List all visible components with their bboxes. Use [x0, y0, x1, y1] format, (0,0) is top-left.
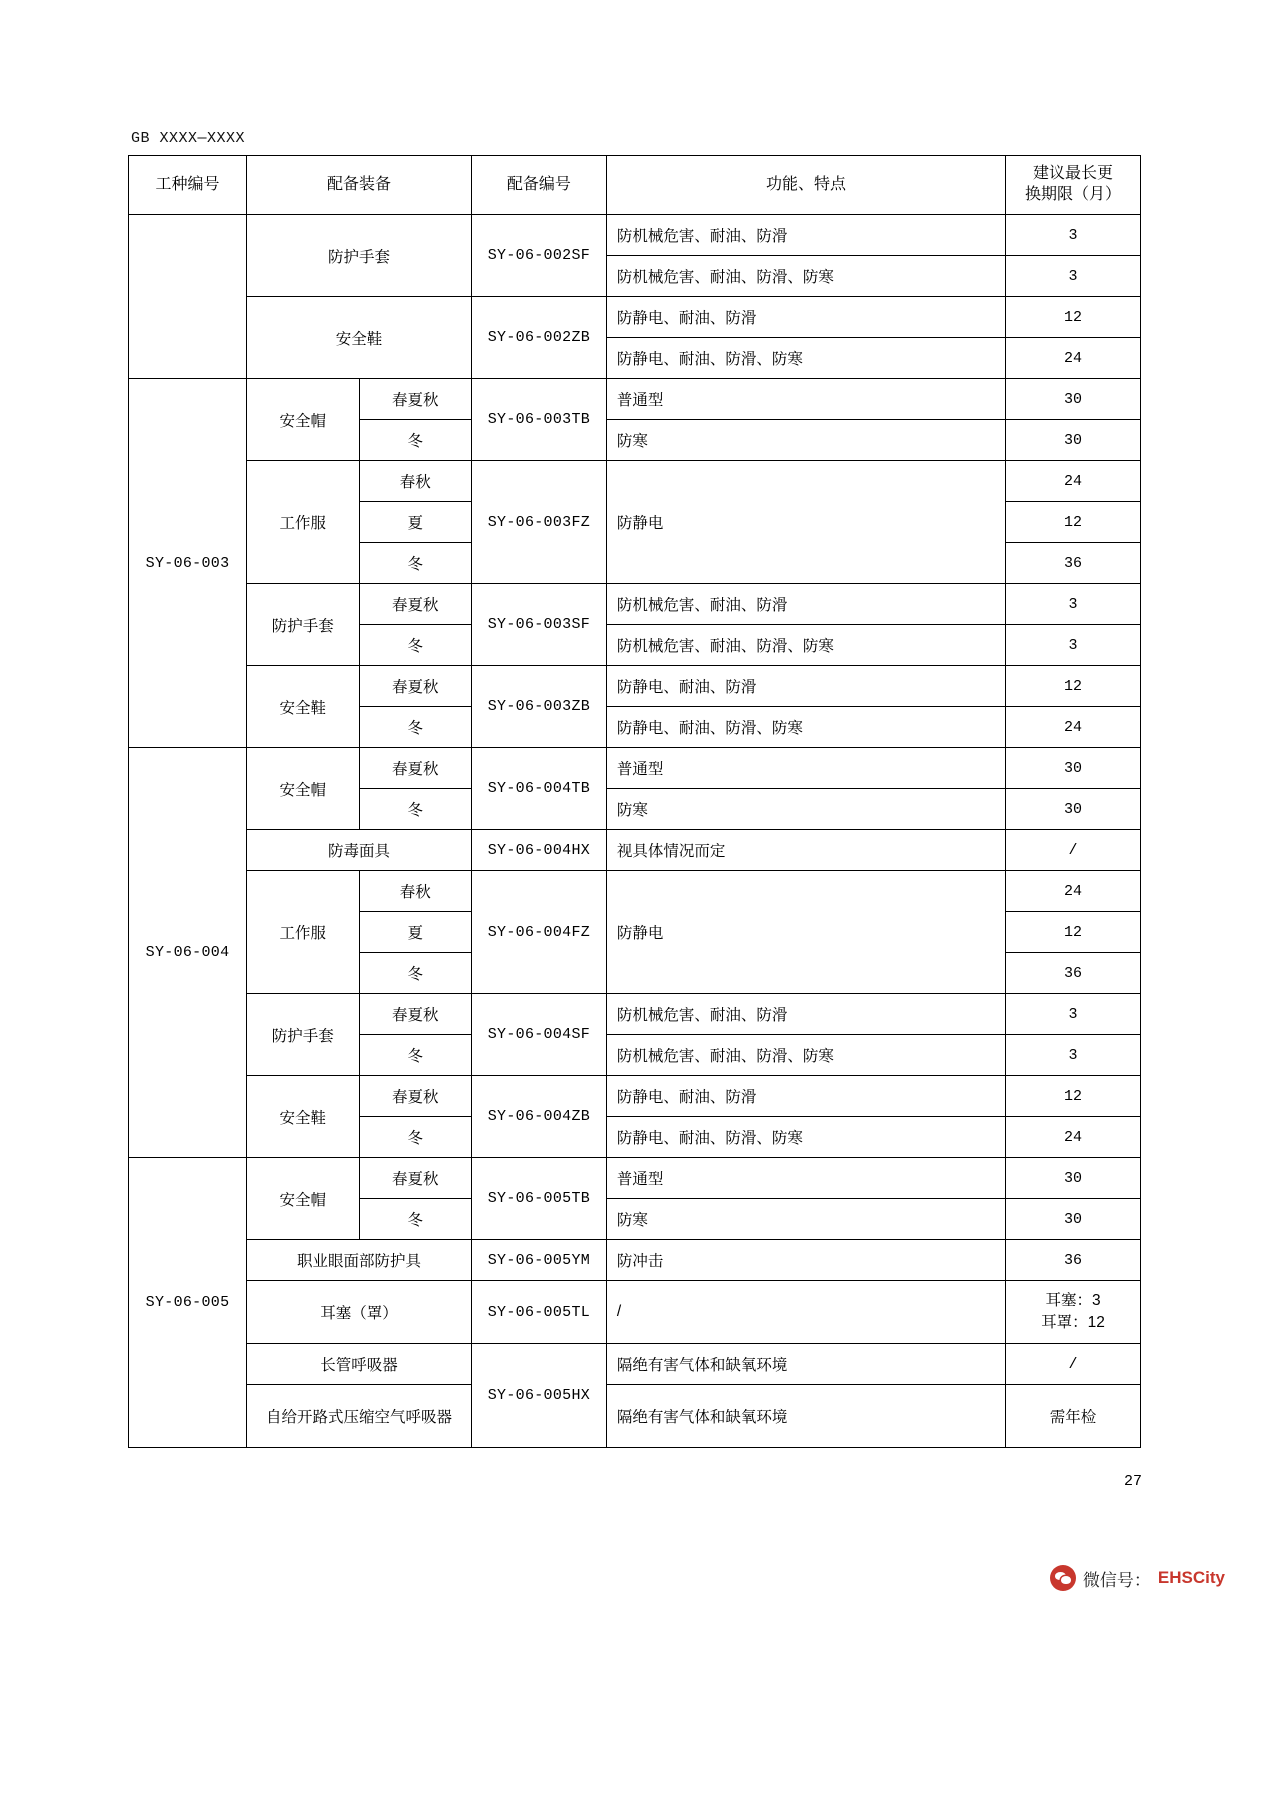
equipment-code: SY-06-005TL	[471, 1281, 606, 1344]
function-cell: 普通型	[606, 379, 1005, 420]
season-cell: 冬	[359, 1035, 471, 1076]
equipment-code: SY-06-005TB	[471, 1158, 606, 1240]
season-cell: 春夏秋	[359, 1158, 471, 1199]
equipment-code: SY-06-004FZ	[471, 871, 606, 994]
table-header-row	[129, 156, 1141, 215]
table-row	[129, 297, 1141, 338]
function-cell: 防机械危害、耐油、防滑	[606, 215, 1005, 256]
season-cell: 冬	[359, 420, 471, 461]
equipment-code: SY-06-004ZB	[471, 1076, 606, 1158]
equipment-name: 安全帽	[247, 748, 359, 830]
table-row	[129, 830, 1141, 871]
season-cell: 冬	[359, 953, 471, 994]
equipment-name: 防护手套	[247, 215, 472, 297]
period-cell: 3	[1006, 994, 1141, 1035]
function-cell: 普通型	[606, 1158, 1005, 1199]
wechat-watermark	[1050, 1565, 1225, 1591]
period-cell: 36	[1006, 953, 1141, 994]
function-cell: 防寒	[606, 789, 1005, 830]
function-cell: 防冲击	[606, 1240, 1005, 1281]
period-cell: 24	[1006, 707, 1141, 748]
function-cell: 防寒	[606, 420, 1005, 461]
table-row	[129, 1385, 1141, 1448]
period-cell: 30	[1006, 789, 1141, 830]
equipment-name: 防护手套	[247, 584, 359, 666]
function-cell: 防静电、耐油、防滑、防寒	[606, 1117, 1005, 1158]
season-cell: 春夏秋	[359, 748, 471, 789]
table-row	[129, 994, 1141, 1035]
season-cell: 春夏秋	[359, 584, 471, 625]
function-cell: 防静电、耐油、防滑、防寒	[606, 707, 1005, 748]
equipment-name: 防护手套	[247, 994, 359, 1076]
period-cell: /	[1006, 1344, 1141, 1385]
season-cell: 冬	[359, 543, 471, 584]
table-row	[129, 871, 1141, 912]
header-replace-period-line1: 建议最长更	[1033, 165, 1114, 183]
equipment-name: 安全帽	[247, 1158, 359, 1240]
season-cell: 夏	[359, 912, 471, 953]
season-cell: 春秋	[359, 461, 471, 502]
season-cell: 冬	[359, 1199, 471, 1240]
period-cell: 30	[1006, 379, 1141, 420]
table-row	[129, 584, 1141, 625]
function-cell: 防静电、耐油、防滑	[606, 666, 1005, 707]
equipment-name: 职业眼面部防护具	[247, 1240, 472, 1281]
period-cell: 12	[1006, 666, 1141, 707]
job-code-cell: SY-06-004	[129, 748, 247, 1158]
period-cell: 12	[1006, 297, 1141, 338]
period-cell: 30	[1006, 420, 1141, 461]
period-cell: 36	[1006, 543, 1141, 584]
season-cell: 春夏秋	[359, 379, 471, 420]
table-row	[129, 379, 1141, 420]
season-cell: 冬	[359, 707, 471, 748]
equipment-name: 防毒面具	[247, 830, 472, 871]
function-cell: 防机械危害、耐油、防滑、防寒	[606, 256, 1005, 297]
function-cell: 防静电	[606, 871, 1005, 994]
period-cell: 需年检	[1006, 1385, 1141, 1448]
period-cell: 24	[1006, 871, 1141, 912]
wechat-brand: EHSCity	[1157, 1568, 1225, 1587]
period-cell: 24	[1006, 338, 1141, 379]
header-function: 功能、特点	[606, 156, 1005, 215]
header-equipment-code: 配备编号	[471, 156, 606, 215]
season-cell: 夏	[359, 502, 471, 543]
equipment-code: SY-06-005HX	[471, 1344, 606, 1448]
function-cell: 视具体情况而定	[606, 830, 1005, 871]
function-cell: 防机械危害、耐油、防滑、防寒	[606, 1035, 1005, 1076]
function-cell: 防静电、耐油、防滑	[606, 1076, 1005, 1117]
function-cell: 防静电	[606, 461, 1005, 584]
equipment-name: 安全鞋	[247, 297, 472, 379]
table-row	[129, 1240, 1141, 1281]
table-row	[129, 666, 1141, 707]
job-code-cell: SY-06-003	[129, 379, 247, 748]
header-replace-period	[1006, 156, 1141, 215]
period-earplug: 耳塞：3	[1045, 1291, 1101, 1309]
function-cell: 防机械危害、耐油、防滑、防寒	[606, 625, 1005, 666]
table-row	[129, 1281, 1141, 1344]
equipment-name: 安全帽	[247, 379, 359, 461]
equipment-name: 长管呼吸器	[247, 1344, 472, 1385]
period-cell: 3	[1006, 584, 1141, 625]
equipment-code: SY-06-003ZB	[471, 666, 606, 748]
period-cell: 30	[1006, 1199, 1141, 1240]
season-cell: 春夏秋	[359, 666, 471, 707]
function-cell: 防机械危害、耐油、防滑	[606, 584, 1005, 625]
period-cell: 3	[1006, 256, 1141, 297]
period-cell: 30	[1006, 748, 1141, 789]
equipment-code: SY-06-002SF	[471, 215, 606, 297]
job-code-cell	[129, 215, 247, 379]
equipment-code: SY-06-004SF	[471, 994, 606, 1076]
period-cell: 12	[1006, 502, 1141, 543]
equipment-code: SY-06-003FZ	[471, 461, 606, 584]
period-cell: 24	[1006, 1117, 1141, 1158]
function-cell: 普通型	[606, 748, 1005, 789]
equipment-code: SY-06-003SF	[471, 584, 606, 666]
function-cell: 隔绝有害气体和缺氧环境	[606, 1385, 1005, 1448]
ppe-allocation-table	[128, 155, 1141, 1448]
table-row	[129, 1076, 1141, 1117]
table-row	[129, 461, 1141, 502]
season-cell: 冬	[359, 625, 471, 666]
equipment-code: SY-06-002ZB	[471, 297, 606, 379]
period-earmuff: 耳罩：12	[1041, 1314, 1105, 1331]
period-cell: 30	[1006, 1158, 1141, 1199]
wechat-label: 微信号：	[1082, 1570, 1151, 1590]
equipment-code: SY-06-005YM	[471, 1240, 606, 1281]
wechat-icon	[1050, 1565, 1076, 1591]
function-cell: 防寒	[606, 1199, 1005, 1240]
function-cell: /	[606, 1281, 1005, 1344]
function-cell: 防静电、耐油、防滑、防寒	[606, 338, 1005, 379]
season-cell: 春夏秋	[359, 1076, 471, 1117]
table-row	[129, 1158, 1141, 1199]
period-cell: /	[1006, 830, 1141, 871]
table-row	[129, 1344, 1141, 1385]
page-number: 27	[1123, 1473, 1142, 1490]
period-cell: 24	[1006, 461, 1141, 502]
equipment-code: SY-06-004TB	[471, 748, 606, 830]
period-cell: 12	[1006, 1076, 1141, 1117]
equipment-name: 工作服	[247, 461, 359, 584]
job-code-cell: SY-06-005	[129, 1158, 247, 1448]
equipment-code: SY-06-004HX	[471, 830, 606, 871]
equipment-name: 自给开路式压缩空气呼吸器	[247, 1385, 472, 1448]
table-row	[129, 215, 1141, 256]
equipment-name: 安全鞋	[247, 1076, 359, 1158]
season-cell: 冬	[359, 1117, 471, 1158]
period-cell: 3	[1006, 215, 1141, 256]
period-cell: 3	[1006, 625, 1141, 666]
header-job-code: 工种编号	[129, 156, 247, 215]
period-cell: 3	[1006, 1035, 1141, 1076]
season-cell: 春夏秋	[359, 994, 471, 1035]
equipment-name: 耳塞（罩）	[247, 1281, 472, 1344]
period-cell: 12	[1006, 912, 1141, 953]
season-cell: 冬	[359, 789, 471, 830]
season-cell: 春秋	[359, 871, 471, 912]
equipment-name: 安全鞋	[247, 666, 359, 748]
function-cell: 防机械危害、耐油、防滑	[606, 994, 1005, 1035]
period-cell	[1006, 1281, 1141, 1344]
table-row	[129, 748, 1141, 789]
function-cell: 隔绝有害气体和缺氧环境	[606, 1344, 1005, 1385]
header-replace-period-line2: 换期限（月）	[1025, 186, 1122, 203]
standard-code-header: GB XXXX—XXXX	[131, 130, 246, 147]
period-cell: 36	[1006, 1240, 1141, 1281]
header-equipment: 配备装备	[247, 156, 472, 215]
function-cell: 防静电、耐油、防滑	[606, 297, 1005, 338]
equipment-name: 工作服	[247, 871, 359, 994]
equipment-code: SY-06-003TB	[471, 379, 606, 461]
